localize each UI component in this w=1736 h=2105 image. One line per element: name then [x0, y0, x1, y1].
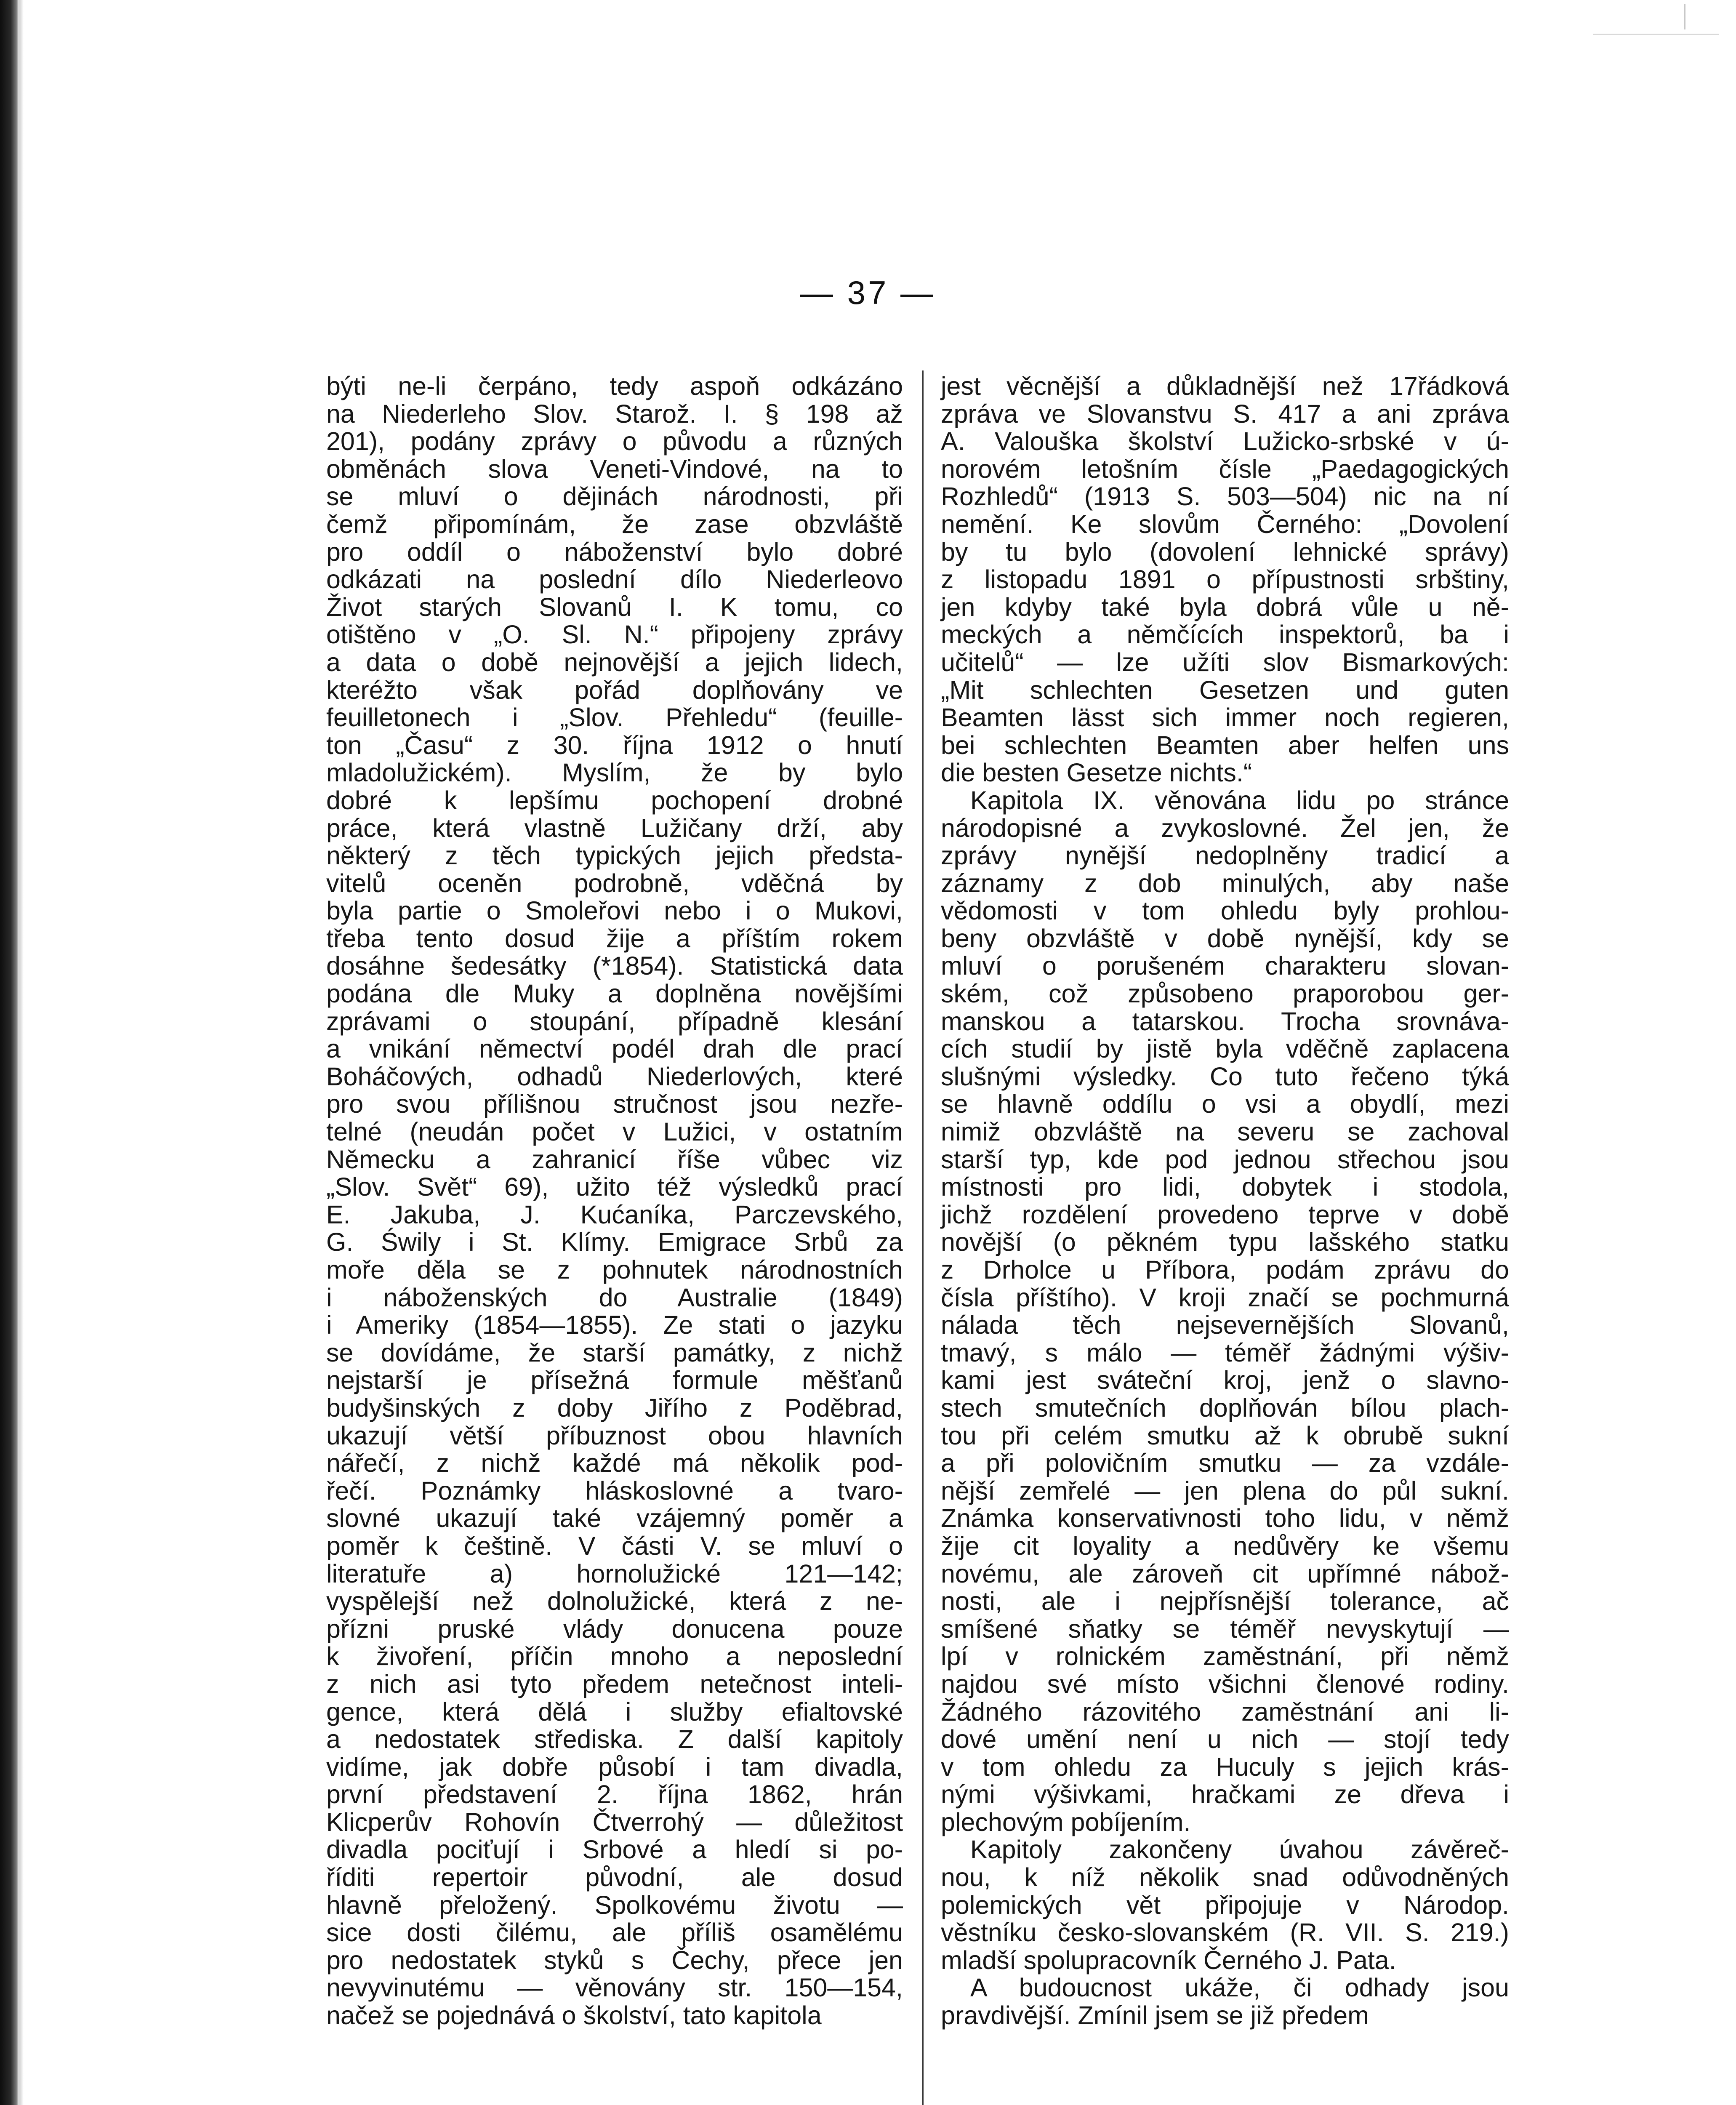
text-line: čemž připomínám, že zase obzvláště: [326, 509, 903, 538]
text-line: Boháčových, odhadů Niederlových, které: [326, 1062, 903, 1091]
text-line: věstníku česko-slovanském (R. VII. S. 219.): [941, 1918, 1509, 1947]
text-line: nevyvinutému — věnovány str. 150—154,: [326, 1973, 903, 2002]
scan-binding-shadow: [19, 0, 24, 2105]
text-line: pro svou přílišnou stručnost jsou nezře-: [326, 1090, 903, 1119]
text-line: bei schlechten Beamten aber helfen uns: [941, 730, 1509, 759]
text-line: nější zemřelé — jen plena do půl sukní.: [941, 1476, 1509, 1505]
text-line: novější (o pěkném typu lašského statku: [941, 1228, 1509, 1257]
text-line: národopisné a zvykoslovné. Žel jen, že: [941, 813, 1509, 842]
text-line: E. Jakuba, J. Kućaníka, Parczevského,: [326, 1200, 903, 1229]
text-line: G. Świly i St. Klímy. Emigrace Srbů za: [326, 1228, 903, 1257]
scan-binding-edge: [0, 0, 19, 2105]
text-line: 201), podány zprávy o původu a různých: [326, 427, 903, 456]
text-line: mluví o porušeném charakteru slovan-: [941, 951, 1509, 981]
text-line: dosáhne šedesátky (*1854). Statistická data: [326, 951, 903, 981]
text-line: ukazují větší příbuznost obou hlavních: [326, 1421, 903, 1450]
text-line: práce, která vlastně Lužičany drží, aby: [326, 813, 903, 842]
text-line: literatuře a) hornolužické 121—142;: [326, 1559, 903, 1588]
text-line: některý z těch typických jejich předsta-: [326, 841, 903, 870]
text-line: novému, ale zároveň cit upřímné nábož-: [941, 1559, 1509, 1588]
text-line: A budoucnost ukáže, či odhady jsou: [970, 1973, 1509, 2002]
text-line: z listopadu 1891 o přípustnosti srbštiny,: [941, 565, 1509, 594]
text-line: jen kdyby také byla dobrá vůle u ně-: [941, 592, 1509, 621]
column-divider: [922, 370, 924, 2105]
scan-corner-mark: [1593, 8, 1719, 35]
text-line: sice dosti čilému, ale příliš osamělému: [326, 1918, 903, 1947]
text-line: beny obzvláště v době nynější, kdy se: [941, 924, 1509, 953]
text-line: z nich asi tyto předem netečnost inteli-: [326, 1669, 903, 1698]
text-line: načež se pojednává o školství, tato kapitola: [326, 2001, 822, 2030]
text-line: zprávy nynější nedoplněny tradicí a: [941, 841, 1509, 870]
text-line: Německu a zahranicí říše vůbec viz: [326, 1145, 903, 1174]
text-line: kami jest sváteční kroj, jenž o slavno-: [941, 1366, 1509, 1395]
text-line: polemických vět připojuje v Národop.: [941, 1890, 1509, 1919]
text-line: dobré k lepšímu pochopení drobné: [326, 786, 903, 815]
text-line: Kapitoly zakončeny úvahou závěreč-: [970, 1835, 1509, 1864]
text-line: učitelů“ — lze užíti slov Bismarkových:: [941, 647, 1509, 677]
text-line: jest věcnější a důkladnější než 17řádková: [941, 372, 1509, 400]
text-line: lpí v rolnickém zaměstnání, při němž: [941, 1642, 1509, 1671]
text-line: die besten Gesetze nichts.“: [941, 758, 1252, 787]
text-line: divadla pociťují i Srbové a hledí si po-: [326, 1835, 903, 1864]
text-line: smíšené sňatky se téměř nevyskytují —: [941, 1614, 1509, 1643]
text-line: pravdivější. Zmínil jsem se již předem: [941, 2001, 1369, 2030]
text-line: Kapitola IX. věnována lidu po stránce: [970, 786, 1509, 815]
text-line: starší typ, kde pod jednou střechou jsou: [941, 1145, 1509, 1174]
text-line: první představení 2. října 1862, hrán: [326, 1780, 903, 1809]
text-line: k živoření, příčin mnoho a neposlední: [326, 1642, 903, 1671]
text-line: Žádného rázovitého zaměstnání ani li-: [941, 1697, 1509, 1726]
text-line: nosti, ale i nejpřísnější tolerance, ač: [941, 1587, 1509, 1616]
text-line: mladší spolupracovník Černého J. Pata.: [941, 1945, 1396, 1974]
text-line: říditi repertoir původní, ale dosud: [326, 1863, 903, 1892]
text-line: na Niederleho Slov. Starož. I. § 198 až: [326, 399, 903, 428]
text-line: odkázati na poslední dílo Niederleovo: [326, 565, 903, 594]
text-line: byla partie o Smoleřovi nebo i o Mukovi,: [326, 896, 903, 925]
text-line: i Ameriky (1854—1855). Ze stati o jazyku: [326, 1311, 903, 1340]
text-line: tmavý, s málo — téměř žádnými výšiv-: [941, 1338, 1509, 1367]
text-line: řečí. Poznámky hláskoslovné a tvaro-: [326, 1476, 903, 1505]
text-line: se mluví o dějinách národnosti, při: [326, 482, 903, 511]
text-line: a data o době nejnovější a jejich lidech,: [326, 647, 903, 677]
text-line: ton „Času“ z 30. října 1912 o hnutí: [326, 730, 903, 759]
text-line: cích studií by jistě byla vděčně zaplacena: [941, 1034, 1509, 1063]
text-line: a nedostatek střediska. Z další kapitoly: [326, 1725, 903, 1754]
text-line: nými výšivkami, hračkami ze dřeva i: [941, 1780, 1509, 1809]
text-line: Známka konservativnosti toho lidu, v němž: [941, 1504, 1509, 1533]
text-line: přízni pruské vlády donucena pouze: [326, 1614, 903, 1643]
text-line: nálada těch nejsevernějších Slovanů,: [941, 1311, 1509, 1340]
text-line: norovém letošním čísle „Paedagogických: [941, 454, 1509, 483]
text-line: se dovídáme, že starší památky, z nichž: [326, 1338, 903, 1367]
text-line: nejstarší je přísežná formule měšťanů: [326, 1366, 903, 1395]
text-line: pro nedostatek styků s Čechy, přece jen: [326, 1945, 903, 1974]
text-line: třeba tento dosud žije a příštím rokem: [326, 924, 903, 953]
text-line: nimiž obzvláště na severu se zachoval: [941, 1117, 1509, 1146]
text-line: plechovým pobíjením.: [941, 1807, 1191, 1836]
text-line: slušnými výsledky. Co tuto řečeno týká: [941, 1062, 1509, 1091]
text-line: by tu bylo (dovolení lehnické správy): [941, 537, 1509, 566]
text-line: se hlavně oddílu o vsi a obydlí, mezi: [941, 1090, 1509, 1119]
text-line: jichž rozdělení provedeno teprve v době: [941, 1200, 1509, 1229]
text-line: moře děla se z pohnutek národnostních: [326, 1255, 903, 1284]
right-text-column: [941, 373, 1509, 2030]
text-line: a vnikání němectví podél drah dle prací: [326, 1034, 903, 1063]
text-line: záznamy z dob minulých, aby naše: [941, 869, 1509, 898]
text-line: Život starých Slovanů I. K tomu, co: [326, 592, 903, 621]
text-line: „Slov. Svět“ 69), užito též výsledků prací: [326, 1172, 903, 1202]
text-line: otištěno v „O. Sl. N.“ připojeny zprávy: [326, 620, 903, 649]
text-line: žije cit loyality a nedůvěry ke všemu: [941, 1531, 1509, 1560]
text-line: Beamten lässt sich immer noch regieren,: [941, 703, 1509, 732]
text-line: vyspělejší než dolnolužické, která z ne-: [326, 1587, 903, 1616]
text-line: manskou a tatarskou. Trocha srovnáva-: [941, 1007, 1509, 1036]
text-line: v tom ohledu za Huculy s jejich krás-: [941, 1752, 1509, 1781]
text-line: zprávami o stoupání, případně klesání: [326, 1007, 903, 1036]
text-line: nou, k níž několik snad odůvodněných: [941, 1863, 1509, 1892]
text-line: a při polovičním smutku — za vzdále-: [941, 1449, 1509, 1478]
text-line: slovné ukazují také vzájemný poměr a: [326, 1504, 903, 1533]
text-line: nemění. Ke slovům Černého: „Dovolení: [941, 509, 1509, 538]
text-line: mladolužickém). Myslím, že by bylo: [326, 758, 903, 787]
scan-corner-tick: [1684, 4, 1685, 29]
text-line: býti ne-li čerpáno, tedy aspoň odkázáno: [326, 372, 903, 400]
text-line: pro oddíl o náboženství bylo dobré: [326, 537, 903, 566]
text-line: A. Valouška školství Lužicko-srbské v ú-: [941, 427, 1509, 456]
text-line: vitelů oceněn podrobně, vděčná by: [326, 869, 903, 898]
left-text-column: [326, 373, 903, 2030]
text-line: i náboženských do Australie (1849): [326, 1283, 903, 1312]
text-line: poměr k češtině. V části V. se mluví o: [326, 1531, 903, 1560]
text-line: zpráva ve Slovanstvu S. 417 a ani zpráva: [941, 399, 1509, 428]
text-line: gence, která dělá i služby efialtovské: [326, 1697, 903, 1726]
text-line: Klicperův Rohovín Čtverrohý — důležitost: [326, 1807, 903, 1836]
text-line: „Mit schlechten Gesetzen und guten: [941, 675, 1509, 704]
text-line: obměnách slova Veneti-Vindové, na to: [326, 454, 903, 483]
text-line: z Drholce u Příbora, podám zprávu do: [941, 1255, 1509, 1284]
text-line: místnosti pro lidi, dobytek i stodola,: [941, 1172, 1509, 1202]
text-line: hlavně přeložený. Spolkovému životu —: [326, 1890, 903, 1919]
text-line: vidíme, jak dobře působí i tam divadla,: [326, 1752, 903, 1781]
text-line: čísla příštího). V kroji značí se pochmurná: [941, 1283, 1509, 1312]
text-line: meckých a němčících inspektorů, ba i: [941, 620, 1509, 649]
page-number: — 37 —: [800, 274, 936, 311]
text-line: feuilletonech i „Slov. Přehledu“ (feuille-: [326, 703, 903, 732]
text-line: podána dle Muky a doplněna novějšími: [326, 979, 903, 1008]
text-line: dové umění není u nich — stojí tedy: [941, 1725, 1509, 1754]
text-line: kteréžto však pořád doplňovány ve: [326, 675, 903, 704]
text-line: Rozhledů“ (1913 S. 503—504) nic na ní: [941, 482, 1509, 511]
text-line: telné (neudán počet v Lužici, v ostatním: [326, 1117, 903, 1146]
text-line: vědomosti v tom ohledu byly prohlou-: [941, 896, 1509, 925]
text-line: stech smutečních doplňován bílou plach-: [941, 1393, 1509, 1422]
text-line: nářečí, z nichž každé má několik pod-: [326, 1449, 903, 1478]
text-line: najdou své místo všichni členové rodiny.: [941, 1669, 1509, 1698]
text-line: tou při celém smutku až k obrubě sukní: [941, 1421, 1509, 1450]
text-line: budyšinských z doby Jiřího z Poděbrad,: [326, 1393, 903, 1422]
text-line: ském, což způsobeno praporobou ger-: [941, 979, 1509, 1008]
